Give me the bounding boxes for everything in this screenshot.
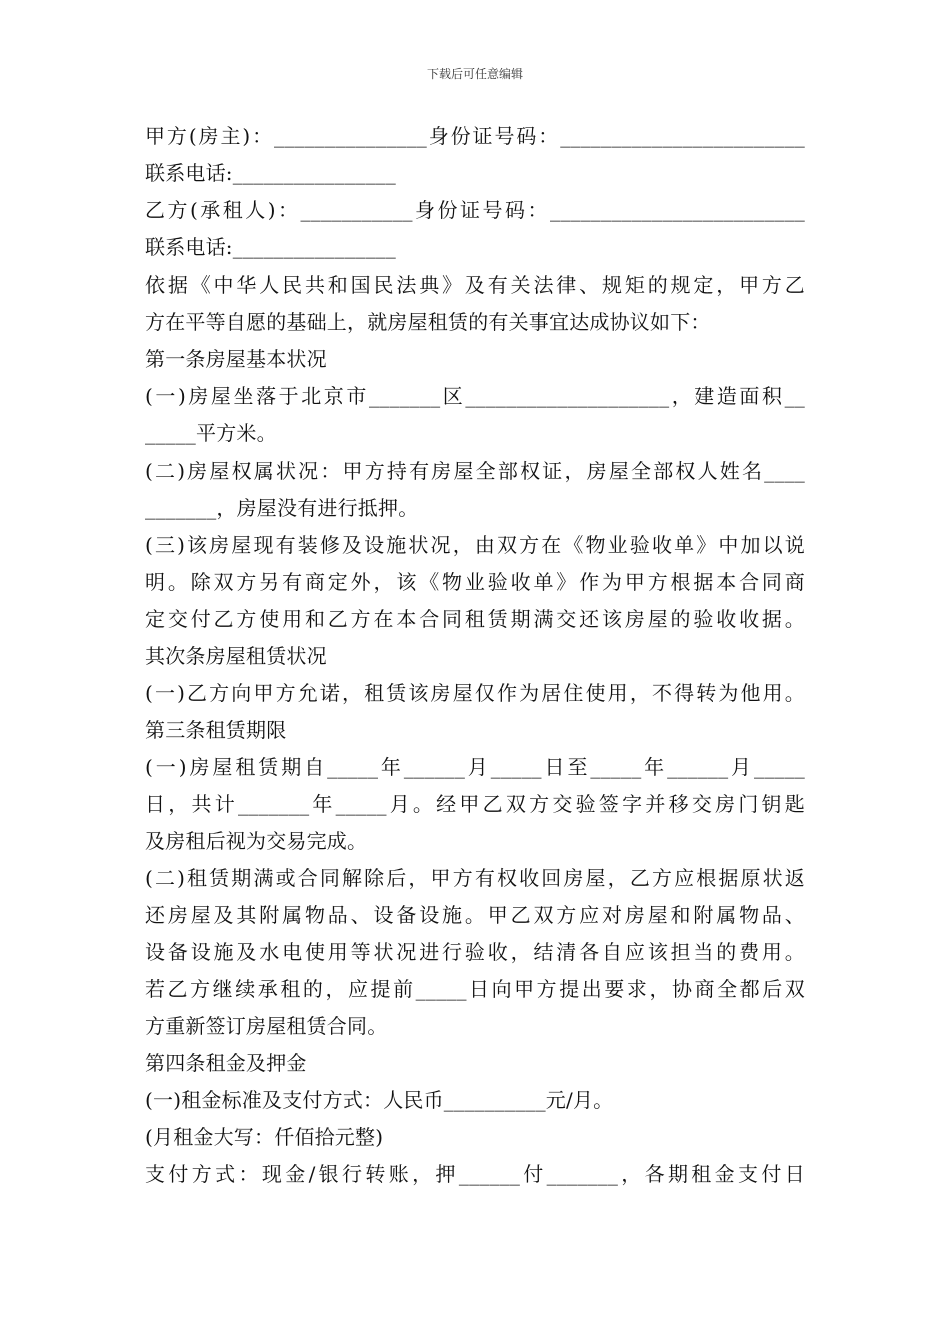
article-3-clause-2-line-3: 设备设施及水电使用等状况进行验收，结清各自应该担当的费用。 [145,940,805,964]
article-1-heading: 第一条房屋基本状况 [145,347,327,371]
article-3-clause-2-line-5: 方重新签订房屋租赁合同。 [145,1014,388,1038]
preamble-line-1: 依据《中华人民共和国民法典》及有关法律、规矩的规定，甲方乙 [145,273,805,297]
party-a-phone-line: 联系电话:________________ [145,161,396,185]
article-3-clause-2-line-4: 若乙方继续承租的，应提前_____日向甲方提出要求，协商全都后双 [145,977,805,1001]
article-4-clause-1: (一)租金标准及支付方式：人民币__________元/月。 [145,1088,614,1112]
article-1-clause-2-line-1: (二)房屋权属状况：甲方持有房屋全部权证，房屋全部权人姓名____ [145,459,805,483]
article-1-clause-1-line-2: _____平方米。 [145,421,277,445]
article-3-clause-1-line-2: 日，共计_______年_____月。经甲乙双方交验签字并移交房门钥匙 [145,792,805,816]
preamble-line-2: 方在平等自愿的基础上，就房屋租赁的有关事宜达成协议如下： [145,310,711,334]
article-1-clause-2-line-2: _______，房屋没有进行抵押。 [145,496,419,520]
article-3-clause-1-line-3: 及房租后视为交易完成。 [145,829,368,853]
party-b-phone-line: 联系电话:________________ [145,235,396,259]
party-b-line: 乙方(承租人)：___________身份证号码：_________________________ [145,198,805,222]
article-3-heading: 第三条租赁期限 [145,718,287,742]
article-4-payment-method: 支付方式：现金/银行转账，押______付_______，各期租金支付日 [145,1162,805,1186]
article-1-clause-3-line-2: 明。除双方另有商定外，该《物业验收单》作为甲方根据本合同商 [145,570,805,594]
page-header: 下载后可任意编辑 [426,67,523,81]
article-1-clause-3-line-1: (三)该房屋现有装修及设施状况，由双方在《物业验收单》中加以说 [145,533,805,557]
article-4-rent-in-words: (月租金大写：仟佰拾元整) [145,1125,384,1149]
article-3-clause-2-line-2: 还房屋及其附属物品、设备设施。甲乙双方应对房屋和附属物品、 [145,903,805,927]
article-4-heading: 第四条租金及押金 [145,1051,307,1075]
article-1-clause-3-line-3: 定交付乙方使用和乙方在本合同租赁期满交还该房屋的验收收据。 [145,607,805,631]
article-2-heading: 其次条房屋租赁状况 [145,644,327,668]
article-2-clause-1: (一)乙方向甲方允诺，租赁该房屋仅作为居住使用，不得转为他用。 [145,681,805,705]
article-3-clause-1-line-1: (一)房屋租赁期自_____年______月_____日至_____年______月_____ [145,755,805,779]
article-3-clause-2-line-1: (二)租赁期满或合同解除后，甲方有权收回房屋，乙方应根据原状返 [145,866,805,890]
article-1-clause-1-line-1: (一)房屋坐落于北京市_______区____________________，建造面积__ [145,384,805,408]
party-a-line: 甲方(房主)：_______________身份证号码：________________________ [145,124,805,148]
